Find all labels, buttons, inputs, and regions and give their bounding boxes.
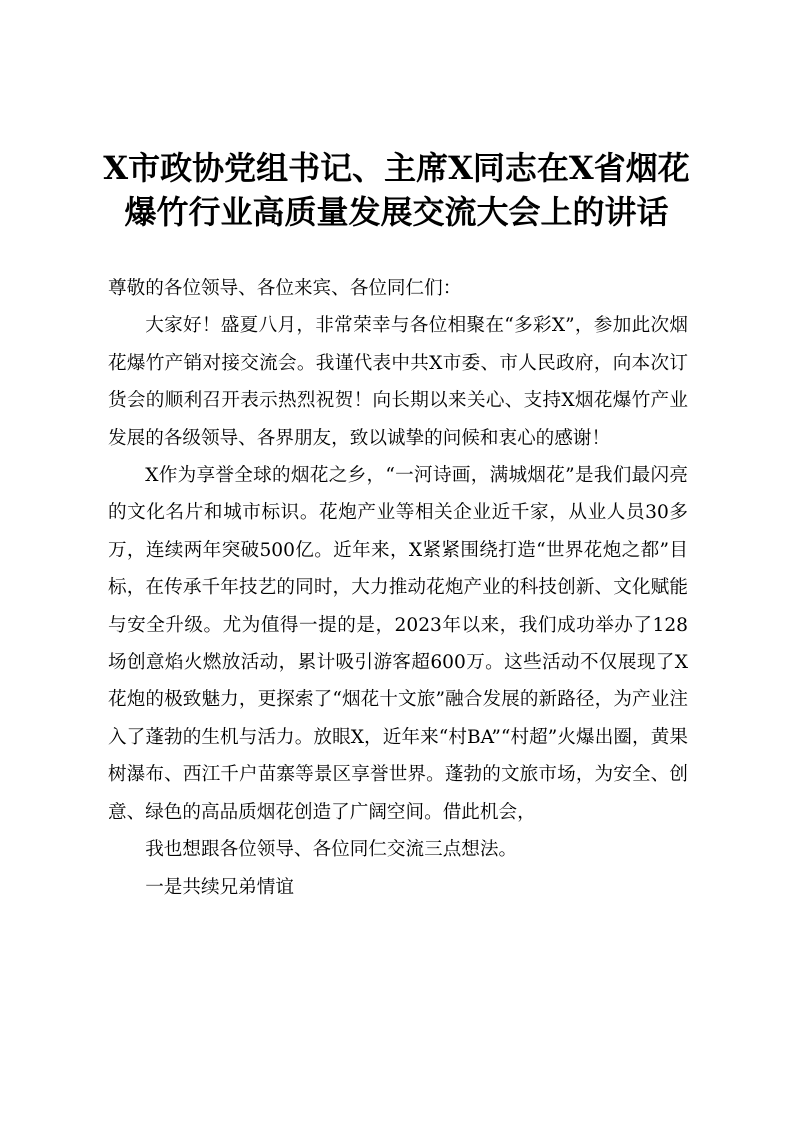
salutation: 尊敬的各位领导、各位来宾、各位同仁们： <box>108 278 462 299</box>
paragraph-city-intro: X作为享誉全球的烟花之乡，“一河诗画，满城烟花”是我们最闪亮的文化名片和城市标识。花炮产业等相关企业近千家，从业人员30多万，连续两年突破500亿。近年来，X紧紧围绕打造“世界花炮之都”目标，在传承千年技艺的同时，大力推动花炮产业的科技创新、文化赋能与安全升级。尤为值得一提的是，2023年以来，我们成功举办了128场创意焰火燃放活动，累计吸引游客超600万。这些活动不仅展现了X花炮的极致魅力，更探索了“烟花十文旅”融合发展的新路径，为产业注入了蓬勃的生机与活力。放眼X，近年来“村BA”“村超”火爆出圈，黄果树瀑布、西江千户苗寨等景区享誉世界。蓬勃的文旅市场，为安全、创意、绿色的高品质烟花创造了广阔空间。借此机会， <box>108 465 688 823</box>
section-heading-one: 一是共续兄弟情谊 <box>145 876 294 898</box>
document-title: X市政协党组书记、主席X同志在X省烟花爆竹行业高质量发展交流大会上的讲话 <box>103 149 690 231</box>
paragraph-three-points: 我也想跟各位领导、各位同仁交流三点想法。 <box>145 839 518 861</box>
paragraph-opening: 大家好！盛夏八月，非常荣幸与各位相聚在“多彩X”，参加此次烟花爆竹产销对接交流会。我谨代表中共X市委、市人民政府，向本次订货会的顺利召开表示热烈祝贺！向长期以来关心、支持X烟花爆竹产业发展的各级领导、各界朋友，致以诚挚的问候和衷心的感谢！ <box>108 315 688 449</box>
document-body <box>108 270 688 906</box>
